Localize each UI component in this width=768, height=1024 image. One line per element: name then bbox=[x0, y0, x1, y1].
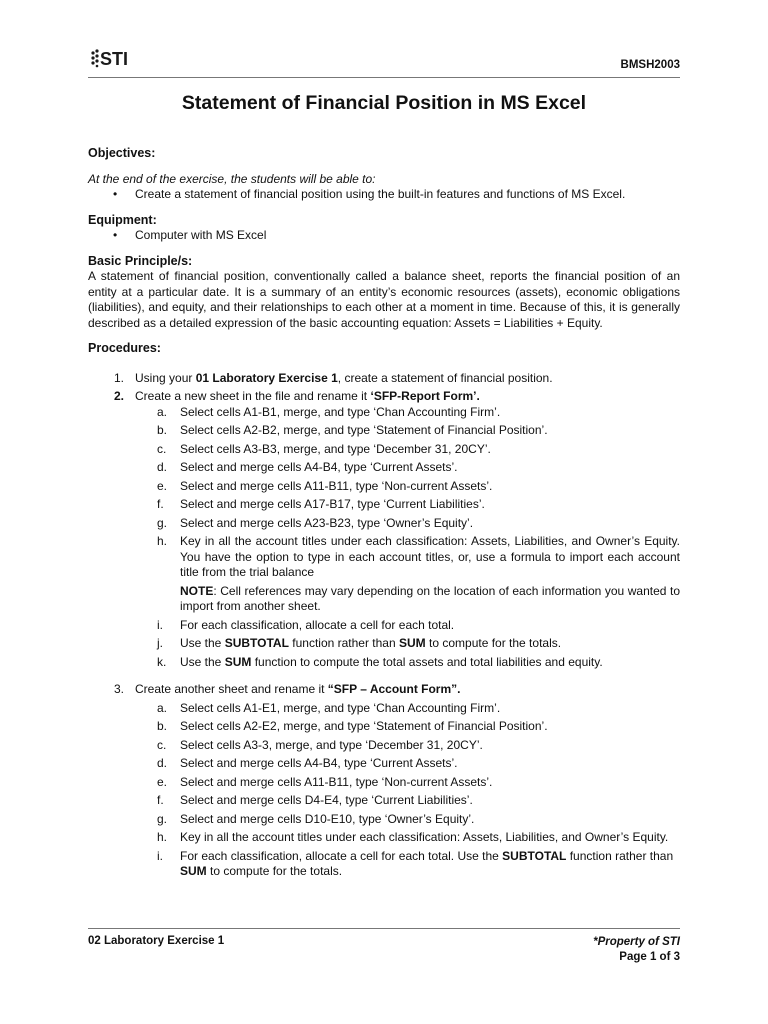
procedures-heading: Procedures: bbox=[88, 341, 161, 355]
footer-document-name: 02 Laboratory Exercise 1 bbox=[88, 935, 225, 947]
objectives-heading: Objectives: bbox=[88, 146, 156, 160]
substep-c bbox=[135, 738, 680, 754]
substep-text: Select and merge cells D10-E10, type ‘Owner’s Equity’. bbox=[180, 811, 475, 826]
equipment-heading: Equipment: bbox=[88, 212, 157, 227]
substep-letter: i. bbox=[157, 617, 163, 632]
substep-letter: a. bbox=[157, 700, 168, 715]
document-code: BMSH2003 bbox=[620, 59, 680, 71]
substep-b bbox=[135, 719, 680, 735]
substep-d bbox=[135, 756, 680, 772]
substep-i bbox=[135, 849, 680, 880]
substep-text: function rather than bbox=[566, 848, 674, 863]
substep-a bbox=[135, 405, 680, 421]
procedure-step-3 bbox=[88, 682, 680, 880]
substep-h bbox=[135, 534, 680, 615]
substep-letter: b. bbox=[157, 719, 168, 733]
substep-letter: i. bbox=[157, 848, 163, 863]
substep-bold: SUM bbox=[180, 864, 207, 878]
footer-divider bbox=[88, 928, 680, 929]
substep-text: Use the bbox=[180, 636, 225, 650]
substep-g bbox=[135, 516, 680, 532]
step-text: Create a new sheet in the file and rename it bbox=[135, 389, 371, 403]
substep-text: to compute for the totals. bbox=[206, 864, 343, 878]
substep-letter: e. bbox=[157, 774, 168, 789]
page-number: Page 1 of 3 bbox=[619, 951, 680, 963]
substep-text: Key in all the account titles under each classification: Assets, Liabilities, and Owner’s Equity. You have the option to type in each account titles, or, use a formula to import each account title from the trial balance bbox=[180, 534, 680, 579]
substep-text: Use the bbox=[180, 654, 225, 669]
substep-bold: SUM bbox=[224, 654, 252, 669]
substep-text: Select and merge cells A11-B11, type ‘Non-current Assets’. bbox=[180, 478, 493, 493]
substep-d bbox=[135, 460, 680, 476]
substep-text: Select cells A2-E2, merge, and type ‘Statement of Financial Position’. bbox=[180, 719, 548, 733]
note bbox=[180, 584, 680, 615]
substep-text: function to compute the total assets and total liabilities and equity. bbox=[251, 654, 603, 669]
substep-text: Select cells A3-B3, merge, and type ‘December 31, 20CY’. bbox=[180, 441, 491, 456]
substep-letter: h. bbox=[157, 534, 168, 548]
substep-letter: b. bbox=[157, 423, 168, 437]
substep-list bbox=[135, 405, 680, 671]
note-label: NOTE bbox=[180, 583, 214, 598]
substep-bold: SUBTOTAL bbox=[224, 636, 289, 650]
substep-list bbox=[135, 701, 680, 880]
substep-text: Key in all the account titles under each classification: Assets, Liabilities, and Owner’s Equity. bbox=[180, 830, 669, 844]
substep-i bbox=[135, 618, 680, 634]
substep-text: to compute for the totals. bbox=[425, 636, 562, 650]
substep-e bbox=[135, 479, 680, 495]
substep-letter: g. bbox=[157, 515, 168, 530]
document-body bbox=[88, 146, 680, 883]
objectives-list bbox=[88, 187, 680, 203]
substep-text: Select cells A1-E1, merge, and type ‘Chan Accounting Firm’. bbox=[180, 700, 501, 715]
substep-bold: SUBTOTAL bbox=[502, 848, 567, 863]
step-bold-text: 01 Laboratory Exercise 1 bbox=[195, 370, 338, 385]
header-divider bbox=[88, 77, 680, 78]
substep-letter: f. bbox=[157, 497, 164, 511]
substep-e bbox=[135, 775, 680, 791]
step-bold-text: “SFP – Account Form”. bbox=[327, 682, 461, 696]
step-number: 3. bbox=[114, 682, 125, 696]
substep-text: Select and merge cells D4-E4, type ‘Current Liabilities’. bbox=[180, 793, 473, 807]
svg-text:STI: STI bbox=[100, 49, 129, 69]
substep-text: Select and merge cells A11-B11, type ‘Non-current Assets’. bbox=[180, 774, 493, 789]
substep-bold: SUM bbox=[399, 636, 426, 650]
note-text: : Cell references may vary depending on the location of each information you wanted to import from another sheet. bbox=[180, 583, 680, 613]
list-item: • Create a statement of financial position using the built-in features and functions of MS Excel. bbox=[88, 187, 680, 203]
substep-letter: e. bbox=[157, 478, 168, 493]
substep-b bbox=[135, 423, 680, 439]
substep-text: Select and merge cells A17-B17, type ‘Current Liabilities’. bbox=[180, 497, 485, 511]
substep-k bbox=[135, 655, 680, 671]
substep-letter: j. bbox=[157, 636, 163, 650]
substep-letter: f. bbox=[157, 793, 164, 807]
procedure-step-1 bbox=[88, 371, 680, 387]
substep-text: Select cells A2-B2, merge, and type ‘Statement of Financial Position’. bbox=[180, 423, 548, 437]
equipment-list bbox=[88, 228, 680, 244]
substep-letter: c. bbox=[157, 737, 167, 752]
substep-text: Select and merge cells A4-B4, type ‘Current Assets’. bbox=[180, 460, 458, 474]
substep-text: Select and merge cells A4-B4, type ‘Current Assets’. bbox=[180, 756, 458, 770]
footer-right bbox=[593, 935, 680, 965]
substep-text: For each classification, allocate a cell for each total. bbox=[180, 617, 455, 632]
step-text: Using your bbox=[135, 370, 196, 385]
objectives-intro: At the end of the exercise, the students will be able to: bbox=[88, 171, 376, 186]
substep-f bbox=[135, 497, 680, 513]
substep-j bbox=[135, 636, 680, 652]
page-title: Statement of Financial Position in MS Excel bbox=[181, 92, 587, 114]
substep-letter: g. bbox=[157, 811, 168, 826]
substep-a bbox=[135, 701, 680, 717]
substep-h bbox=[135, 830, 680, 846]
substep-text: Select and merge cells A23-B23, type ‘Owner’s Equity’. bbox=[180, 515, 474, 530]
substep-letter: d. bbox=[157, 460, 168, 474]
procedure-step-2 bbox=[88, 389, 680, 670]
footer-property: *Property of STI bbox=[593, 936, 680, 948]
substep-c bbox=[135, 442, 680, 458]
substep-letter: c. bbox=[157, 441, 167, 456]
substep-text: Select cells A1-B1, merge, and type ‘Chan Accounting Firm’. bbox=[180, 404, 501, 419]
substep-g bbox=[135, 812, 680, 828]
step-number: 2. bbox=[114, 389, 125, 403]
substep-letter: h. bbox=[157, 830, 168, 844]
substep-letter: d. bbox=[157, 756, 168, 770]
substep-text: function rather than bbox=[288, 636, 399, 650]
procedures-list bbox=[88, 371, 680, 880]
substep-letter: k. bbox=[157, 654, 167, 669]
basic-principle-text: A statement of financial position, conventionally called a balance sheet, reports the financial position of an entity at a particular date. It is a summary of an entity’s economic resources (assets), economic obligations (liabilities), and equity, and their relationships to each other at a moment in time. Because of this, it is generally described as a detailed expression of the basic accounting equation: Assets = Liabilities + Equity. bbox=[88, 269, 680, 330]
step-text: , create a statement of financial position. bbox=[337, 370, 553, 385]
substep-text: Select cells A3-3, merge, and type ‘December 31, 20CY’. bbox=[180, 737, 483, 752]
substep-text: For each classification, allocate a cell for each total. Use the bbox=[180, 848, 503, 863]
list-item: • Computer with MS Excel bbox=[88, 228, 680, 244]
substep-f bbox=[135, 793, 680, 809]
sti-logo bbox=[89, 47, 139, 69]
step-number: 1. bbox=[114, 370, 125, 385]
basic-principle-heading: Basic Principle/s: bbox=[88, 253, 193, 268]
step-bold-text: ‘SFP-Report Form’. bbox=[370, 389, 480, 403]
substep-letter: a. bbox=[157, 404, 168, 419]
step-text: Create another sheet and rename it bbox=[135, 682, 328, 696]
